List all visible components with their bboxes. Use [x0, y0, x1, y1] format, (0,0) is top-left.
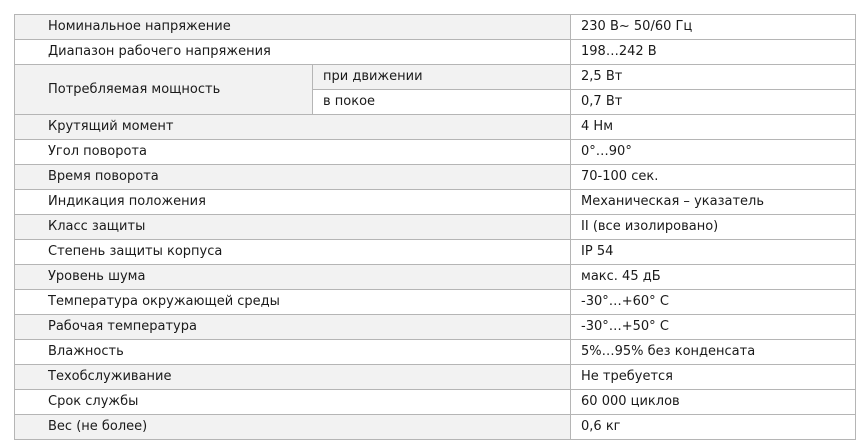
- spec-label: Диапазон рабочего напряжения: [15, 40, 571, 65]
- spec-value: 198…242 В: [571, 40, 856, 65]
- spec-value: IP 54: [571, 240, 856, 265]
- spec-value: -30°…+50° С: [571, 315, 856, 340]
- table-row: [15, 315, 856, 340]
- spec-value: II (все изолировано): [571, 215, 856, 240]
- spec-label: Температура окружающей среды: [15, 290, 571, 315]
- spec-sublabel: при движении: [313, 65, 571, 90]
- spec-value: 70-100 сек.: [571, 165, 856, 190]
- table-row: [15, 115, 856, 140]
- table-row: [15, 140, 856, 165]
- spec-label: Уровень шума: [15, 265, 571, 290]
- spec-value: Не требуется: [571, 365, 856, 390]
- spec-value: 0,6 кг: [571, 415, 856, 440]
- table-row: [15, 215, 856, 240]
- spec-label: Класс защиты: [15, 215, 571, 240]
- table-row: [15, 290, 856, 315]
- table-row: [15, 415, 856, 440]
- table-row: [15, 40, 856, 65]
- table-row: [15, 340, 856, 365]
- spec-label: Угол поворота: [15, 140, 571, 165]
- spec-label: Потребляемая мощность: [15, 65, 313, 115]
- spec-label: Влажность: [15, 340, 571, 365]
- spec-label: Срок службы: [15, 390, 571, 415]
- spec-label: Техобслуживание: [15, 365, 571, 390]
- spec-sublabel: в покое: [313, 90, 571, 115]
- spec-value: 0°…90°: [571, 140, 856, 165]
- spec-value: 0,7 Вт: [571, 90, 856, 115]
- spec-value: 60 000 циклов: [571, 390, 856, 415]
- spec-label: Вес (не более): [15, 415, 571, 440]
- table-row: [15, 165, 856, 190]
- table-row: [15, 240, 856, 265]
- spec-value: макс. 45 дБ: [571, 265, 856, 290]
- table-row: [15, 365, 856, 390]
- table-row: [15, 65, 856, 90]
- spec-value: 4 Нм: [571, 115, 856, 140]
- spec-label: Рабочая температура: [15, 315, 571, 340]
- spec-value: -30°…+60° С: [571, 290, 856, 315]
- spec-label: Индикация положения: [15, 190, 571, 215]
- spec-value: 2,5 Вт: [571, 65, 856, 90]
- spec-label: Крутящий момент: [15, 115, 571, 140]
- table-row: [15, 190, 856, 215]
- spec-label: Степень защиты корпуса: [15, 240, 571, 265]
- spec-value: Механическая – указатель: [571, 190, 856, 215]
- spec-label: Номинальное напряжение: [15, 15, 571, 40]
- table-row: [15, 265, 856, 290]
- specifications-table: [14, 14, 856, 440]
- table-row: [15, 15, 856, 40]
- spec-value: 5%…95% без конденсата: [571, 340, 856, 365]
- spec-value: 230 В~ 50/60 Гц: [571, 15, 856, 40]
- table-row: [15, 390, 856, 415]
- spec-label: Время поворота: [15, 165, 571, 190]
